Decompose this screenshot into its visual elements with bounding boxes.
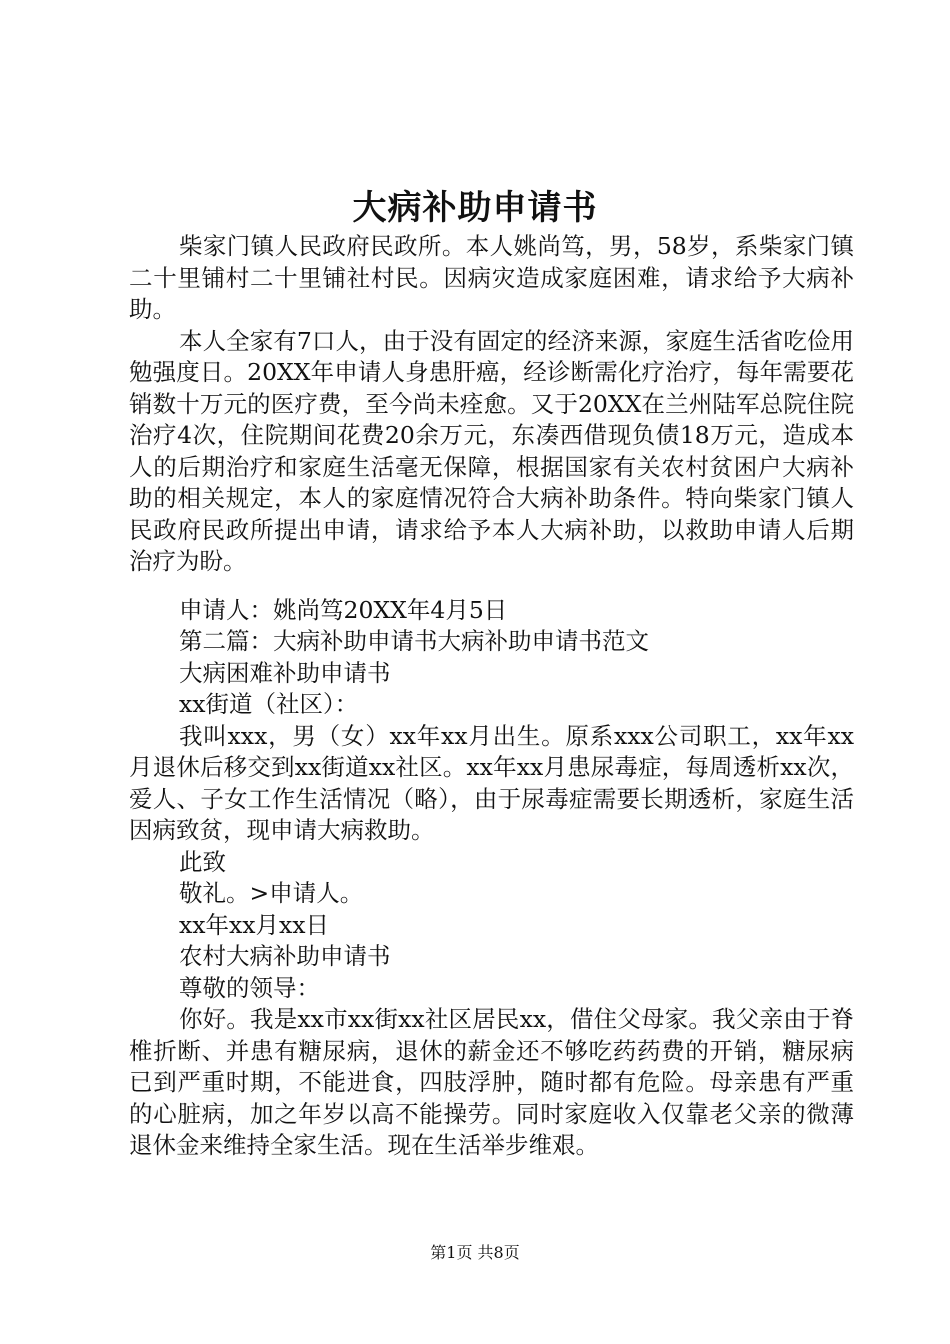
page-number-footer: 第1页 共8页 [430, 1243, 520, 1262]
paragraph-family-situation: 本人全家有7口人，由于没有固定的经济来源，家庭生活省吃俭用勉强度日。20XX年申请人身患肝癌，经诊断需化疗治疗，每年需要花销数十万元的医疗费，至今尚未痊愈。又于20XX在兰州陆军总院住院治疗4次，住院期间花费20余万元，东凑西借现负债18万元，造成本人的后期治疗和家庭生活毫无保障，根据国家有关农村贫困户大病补助的相关规定，本人的家庭情况符合大病补助条件。特向柴家门镇人民政府民政所提出申请，请求给予本人大病补助，以救助申请人后期治疗为盼。 [129, 326, 854, 575]
paragraph-sample-letter: 我叫xxx，男（女）xx年xx月出生。原系xxx公司职工，xx年xx月退休后移交到xx街道xx社区。xx年xx月患尿毒症，每周透析xx次，爱人、子女工作生活情况（略），由于尿毒症需要长期透析，家庭生活因病致贫，现申请大病救助。 [129, 721, 854, 844]
salutation-line: 敬礼。>申请人。 [179, 879, 364, 907]
applicant-signature-line: 申请人：姚尚笃20XX年4月5日 [179, 595, 508, 624]
section-heading-second: 第二篇：大病补助申请书大病补助申请书范文 [179, 627, 649, 655]
blank-line [129, 578, 854, 595]
document-title: 大病补助申请书 [352, 188, 598, 228]
paragraph-intro: 柴家门镇人民政府民政所。本人姚尚笃，男，58岁，系柴家门镇二十里铺村二十里铺社村民。因病灾造成家庭困难，请求给予大病补助。 [129, 232, 854, 323]
date-line: xx年xx月xx日 [179, 910, 330, 939]
document-body [129, 231, 854, 1162]
subsection-title-rural: 农村大病补助申请书 [179, 942, 391, 970]
addressee-line: xx街道（社区）： [179, 690, 359, 718]
closing-line: 此致 [179, 847, 226, 876]
paragraph-rural-letter: 你好。我是xx市xx街xx社区居民xx，借住父母家。我父亲由于脊椎折断、并患有糖尿病，退休的薪金还不够吃药药费的开销，糖尿病已到严重时期，不能进食，四肢浮肿，随时都有危险。母亲患有严重的心脏病，加之年岁以高不能操劳。同时家庭收入仅靠老父亲的微薄退休金来维持全家生活。现在生活举步维艰。 [129, 1005, 854, 1159]
greeting-line: 尊敬的领导： [179, 973, 320, 1002]
subsection-title: 大病困难补助申请书 [179, 658, 391, 687]
